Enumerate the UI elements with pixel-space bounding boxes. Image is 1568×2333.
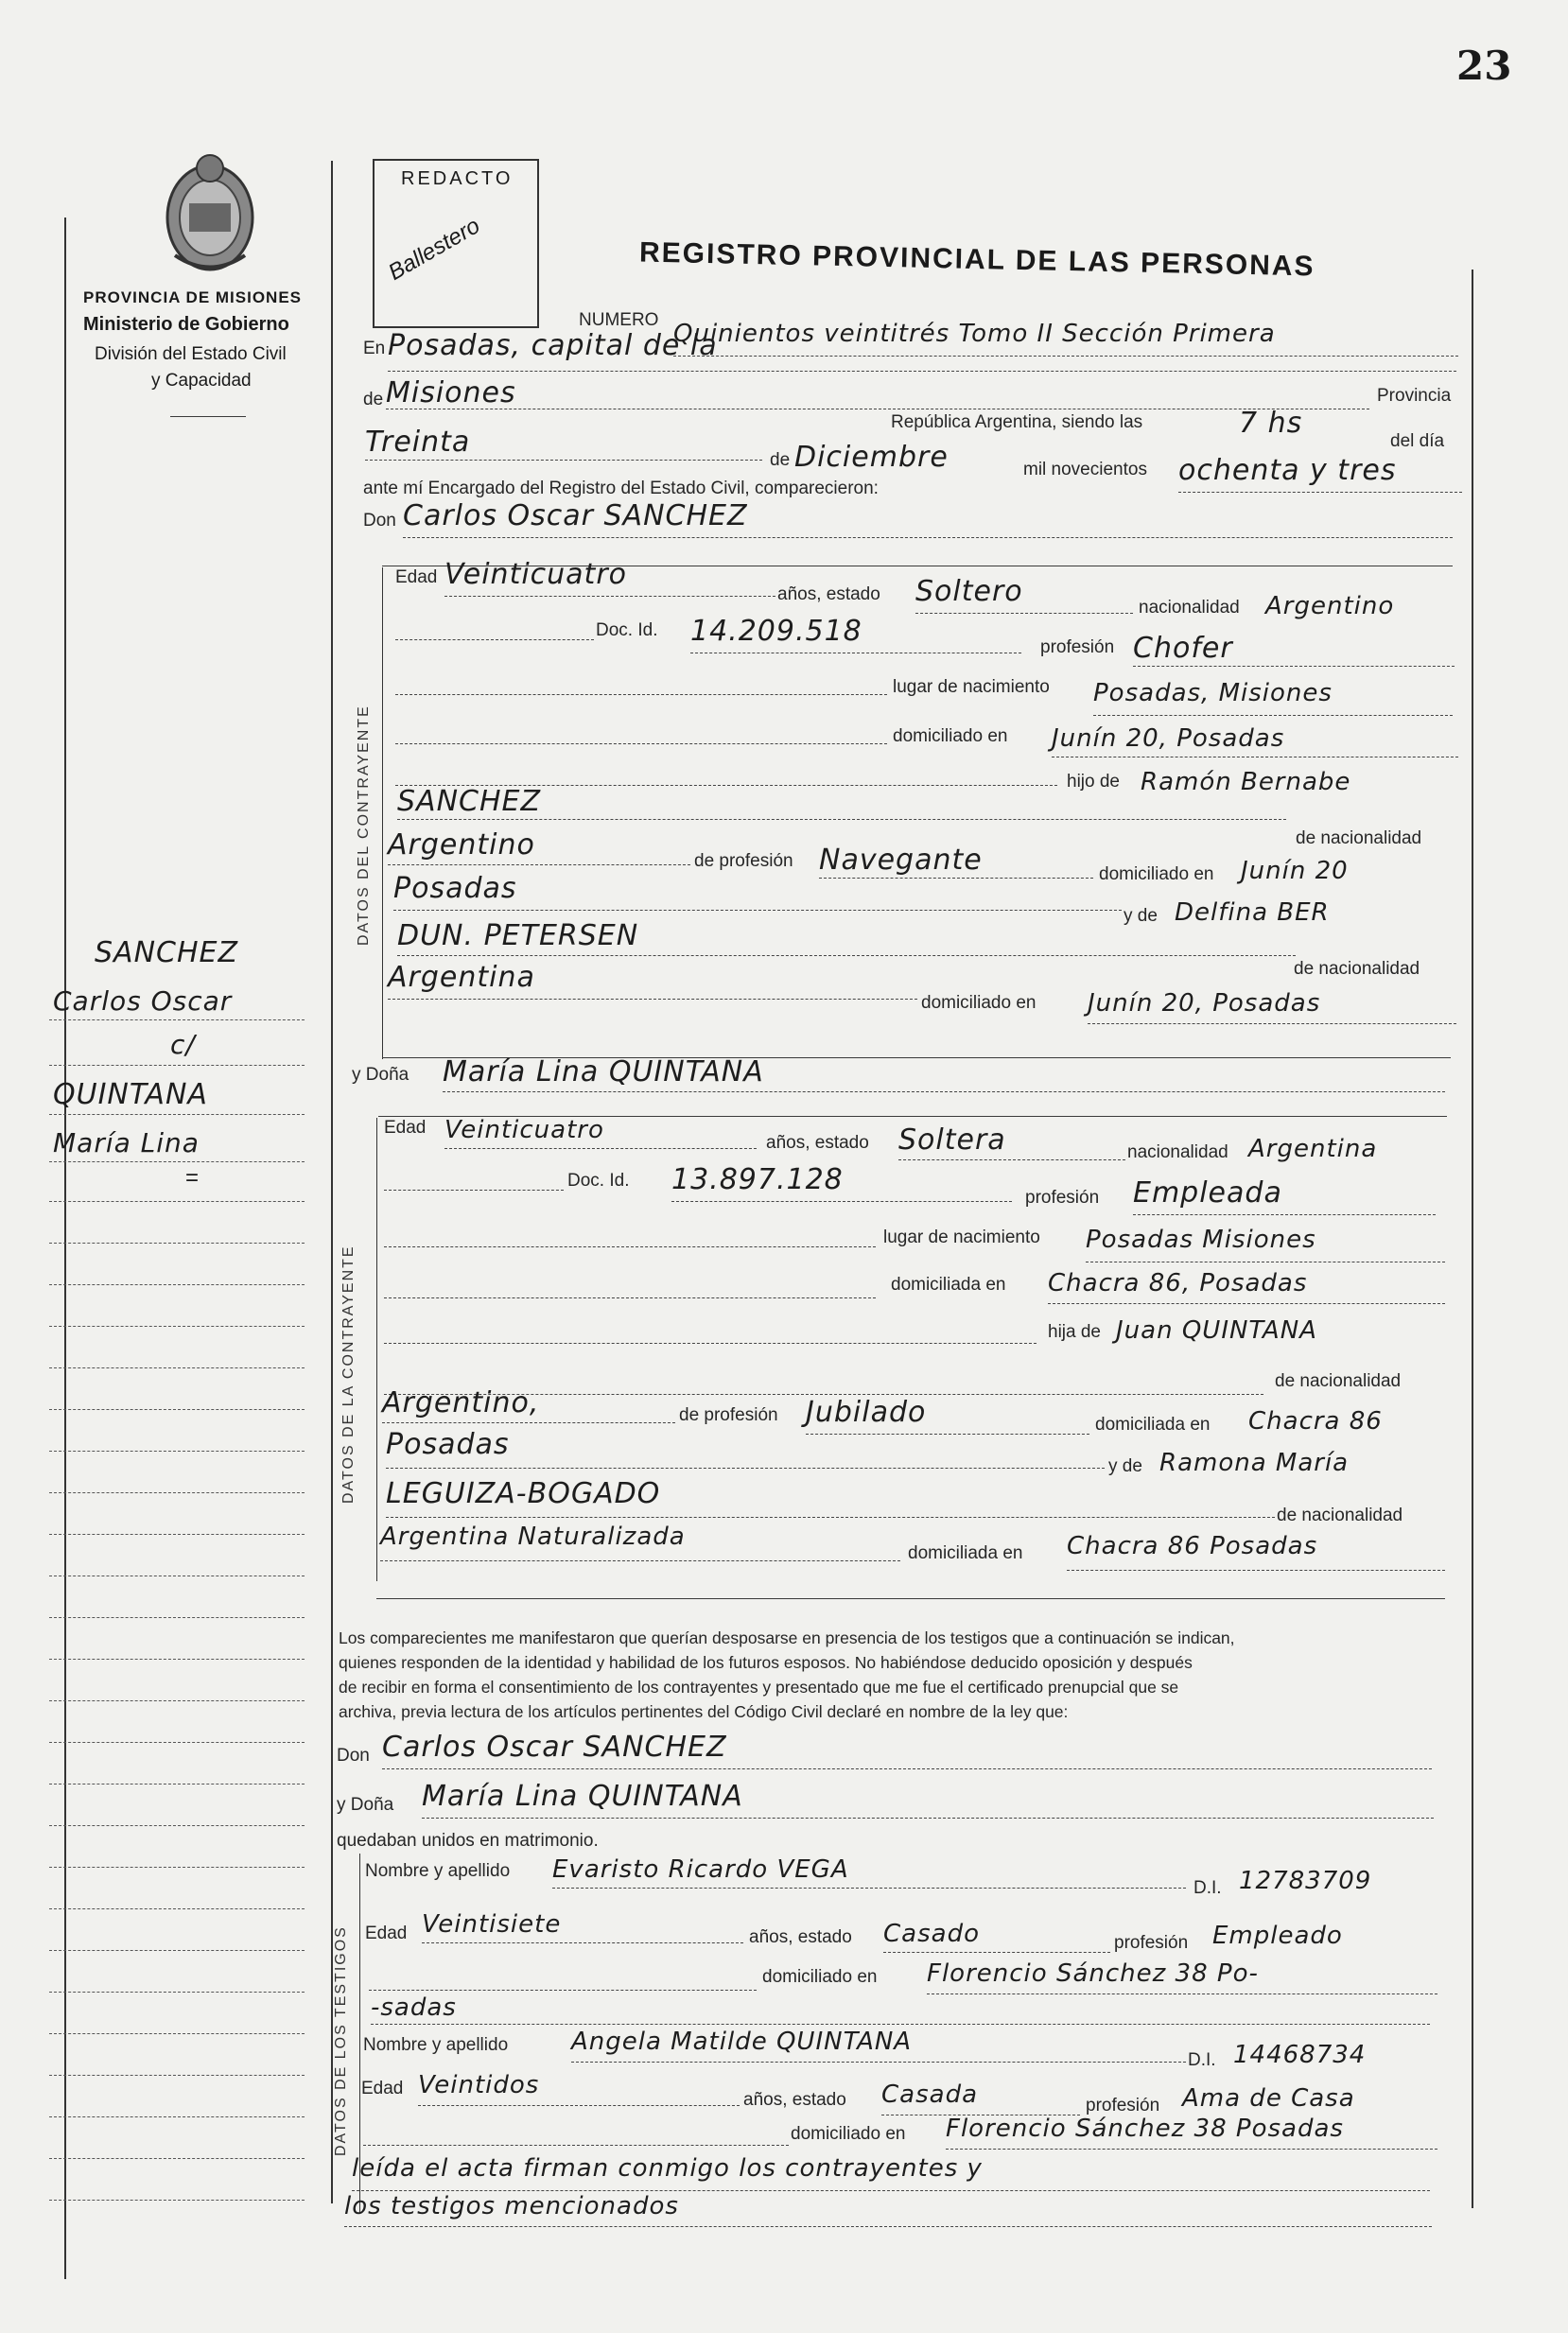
- bride-mother-value: Ramona María: [1159, 1449, 1350, 1477]
- w2-domicilio: Florencio Sánchez 38 Posadas: [946, 2115, 1344, 2143]
- w1-di: 12783709: [1239, 1867, 1372, 1895]
- w2-anos-estado: años, estado: [743, 2090, 846, 2110]
- groom-lugar-value: Posadas, Misiones: [1093, 679, 1333, 707]
- bride-side-label: DATOS DE LA CONTRAYENTE: [340, 1245, 357, 1504]
- bride-nacionalidad-label: nacionalidad: [1127, 1142, 1228, 1162]
- stamp-title: REDACTO: [401, 168, 514, 189]
- bride-edad-value: Veinticuatro: [444, 1116, 604, 1144]
- groom-domiciliado-en-2: domiciliado en: [921, 993, 1037, 1013]
- ante-text: ante mí Encargado del Registro del Estado Civil, comparecieron:: [363, 479, 879, 498]
- margin-note-line3: c/: [170, 1029, 196, 1060]
- bride-de-profesion: de profesión: [679, 1405, 778, 1425]
- place-value: Posadas, capital de la: [388, 329, 718, 362]
- groom-lugar-label: lugar de nacimiento: [893, 677, 1050, 697]
- page-number: 23: [1456, 43, 1512, 89]
- w2-estado: Casada: [881, 2081, 979, 2109]
- groom-father-address: Junín 20: [1241, 857, 1349, 885]
- declaration-line1: Los comparecientes me manifestaron que querían desposarse en presencia de los testigos que a continuación se indican,: [339, 1628, 1235, 1647]
- registry-title: REGISTRO PROVINCIAL DE LAS PERSONAS: [638, 236, 1315, 283]
- groom-father-nationality: Argentino: [388, 828, 535, 862]
- ministry-header: Ministerio de Gobierno: [83, 314, 289, 335]
- w1-domicilio: Florencio Sánchez 38 Po-: [927, 1959, 1259, 1988]
- w2-di: 14468734: [1233, 2041, 1367, 2069]
- coat-of-arms-icon: [156, 151, 265, 279]
- margin-note-line1: SANCHEZ: [95, 936, 239, 969]
- margin-note-line5: María Lina: [53, 1127, 200, 1158]
- bride-mother-nationality: Argentina Naturalizada: [380, 1523, 686, 1551]
- groom-domicilio-value: Junín 20, Posadas: [1052, 724, 1285, 753]
- w1-domicilio-label: domiciliado en: [762, 1967, 878, 1987]
- en-label: En: [363, 339, 386, 358]
- bride-lugar-value: Posadas Misiones: [1086, 1226, 1316, 1254]
- w1-edad: Veintisiete: [422, 1910, 562, 1939]
- day-value: Treinta: [365, 426, 471, 459]
- groom-edad-label: Edad: [395, 567, 438, 587]
- bride-father-city: Posadas: [386, 1428, 510, 1461]
- w1-nombre-label: Nombre y apellido: [365, 1861, 511, 1881]
- w2-name: Angela Matilde QUINTANA: [571, 2028, 913, 2056]
- w2-profesion: Ama de Casa: [1182, 2084, 1355, 2113]
- groom-y-de: y de: [1124, 906, 1158, 926]
- de-label: de: [363, 390, 384, 409]
- bride-father-address: Chacra 86: [1248, 1407, 1383, 1436]
- bride-father-profession: Jubilado: [806, 1396, 927, 1429]
- redacto-stamp: [373, 159, 539, 328]
- groom-side-label: DATOS DEL CONTRAYENTE: [356, 705, 372, 946]
- groom-profesion-label: profesión: [1040, 637, 1115, 657]
- declaration-line4: archiva, previa lectura de los artículos pertinentes del Código Civil declaré en nombre de la ley que:: [339, 1702, 1069, 1721]
- groom-hijo-label: hijo de: [1067, 772, 1120, 792]
- groom-de-nacionalidad-2: de nacionalidad: [1294, 959, 1420, 979]
- groom-edad-value: Veinticuatro: [444, 558, 628, 591]
- closing-line1: leída el acta firman conmigo los contrayentes y: [352, 2154, 983, 2183]
- bride-father-nationality: Argentino,: [382, 1386, 540, 1419]
- province-name: Misiones: [386, 376, 516, 409]
- bride-mother-address: Chacra 86 Posadas: [1067, 1532, 1318, 1560]
- bride-dona-label: y Doña: [352, 1065, 409, 1085]
- numero-value: Quinientos veintitrés Tomo II Sección Primera: [673, 320, 1276, 348]
- bride-nacionalidad-value: Argentina: [1248, 1135, 1378, 1163]
- del-dia-label: del día: [1390, 431, 1445, 451]
- groom-doc-label: Doc. Id.: [596, 620, 658, 640]
- groom-de-profesion: de profesión: [694, 851, 793, 871]
- declaration-groom-name: Carlos Oscar SANCHEZ: [382, 1731, 727, 1764]
- bride-de-nacionalidad-2: de nacionalidad: [1277, 1506, 1403, 1525]
- bride-name-intro: María Lina QUINTANA: [443, 1055, 764, 1088]
- bride-profesion-value: Empleada: [1133, 1176, 1282, 1210]
- republica-text: República Argentina, siendo las: [891, 412, 1143, 432]
- division-line2: y Capacidad: [151, 371, 252, 391]
- bride-lugar-label: lugar de nacimiento: [883, 1227, 1040, 1247]
- groom-profesion-value: Chofer: [1133, 632, 1233, 665]
- groom-father-surname: SANCHEZ: [397, 785, 542, 818]
- closing-line2: los testigos mencionados: [344, 2192, 679, 2220]
- w2-di-label: D.I.: [1188, 2050, 1216, 2070]
- w1-domicilio-2: -sadas: [371, 1993, 457, 2022]
- groom-anos-estado: años, estado: [777, 584, 880, 604]
- provincia-label: Provincia: [1377, 386, 1452, 406]
- bride-mother-surname: LEGUIZA-BOGADO: [386, 1477, 661, 1510]
- bride-domicilio-label: domiciliada en: [891, 1275, 1006, 1295]
- bride-anos-estado: años, estado: [766, 1133, 869, 1153]
- w2-profesion-label: profesión: [1086, 2096, 1160, 2115]
- groom-mother-value: Delfina BER: [1175, 898, 1330, 927]
- month-value: Diciembre: [794, 441, 949, 474]
- w2-nombre-label: Nombre y apellido: [363, 2035, 509, 2055]
- bride-de-nacionalidad: de nacionalidad: [1275, 1371, 1402, 1391]
- groom-estado-value: Soltero: [915, 575, 1023, 608]
- declaration-line2: quienes responden de la identidad y habilidad de los futuros esposos. No habiéndose deducido oposición y después: [339, 1653, 1193, 1672]
- w1-edad-label: Edad: [365, 1924, 408, 1943]
- bride-edad-label: Edad: [384, 1118, 427, 1138]
- groom-mother-surname: DUN. PETERSEN: [397, 919, 639, 952]
- division-line1: División del Estado Civil: [95, 344, 287, 364]
- bride-profesion-label: profesión: [1025, 1188, 1100, 1208]
- groom-nacionalidad-value: Argentino: [1265, 592, 1395, 620]
- w2-domicilio-label: domiciliado en: [791, 2124, 906, 2144]
- groom-father-city: Posadas: [393, 872, 517, 905]
- de-label-2: de: [770, 450, 791, 470]
- province-header: PROVINCIA DE MISIONES: [83, 288, 303, 306]
- w1-profesion: Empleado: [1212, 1922, 1343, 1950]
- witnesses-side-label: DATOS DE LOS TESTIGOS: [333, 1925, 349, 2156]
- bride-doc-label: Doc. Id.: [567, 1171, 630, 1191]
- numero-label: NUMERO: [579, 310, 659, 330]
- year-value: ochenta y tres: [1178, 454, 1397, 487]
- groom-domicilio-label: domiciliado en: [893, 726, 1008, 746]
- bride-domiciliada-en-2: domiciliada en: [908, 1543, 1023, 1563]
- bride-doc-value: 13.897.128: [671, 1163, 844, 1196]
- groom-father-profession: Navegante: [819, 844, 983, 877]
- bride-domiciliada-en: domiciliada en: [1095, 1415, 1211, 1435]
- margin-note-line6: =: [185, 1165, 200, 1191]
- groom-father-value: Ramón Bernabe: [1141, 768, 1351, 796]
- w1-anos-estado: años, estado: [749, 1927, 852, 1947]
- groom-mother-address: Junín 20, Posadas: [1088, 989, 1321, 1018]
- bride-hija-label: hija de: [1048, 1322, 1101, 1342]
- stamp-signature: Ballestero: [384, 213, 485, 286]
- declaration-dona-label: y Doña: [337, 1795, 394, 1815]
- declaration-bride-name: María Lina QUINTANA: [422, 1780, 743, 1813]
- groom-name-intro: Carlos Oscar SANCHEZ: [403, 499, 748, 532]
- groom-de-nacionalidad: de nacionalidad: [1296, 828, 1422, 848]
- bride-y-de: y de: [1108, 1456, 1142, 1476]
- time-value: 7 hs: [1239, 407, 1303, 440]
- margin-note-line4: QUINTANA: [53, 1078, 208, 1111]
- bride-domicilio-value: Chacra 86, Posadas: [1048, 1269, 1308, 1297]
- w1-di-label: D.I.: [1193, 1878, 1222, 1898]
- bride-father-value: Juan QUINTANA: [1116, 1316, 1317, 1345]
- mil-text: mil novecientos: [1023, 460, 1147, 479]
- w2-edad-label: Edad: [361, 2079, 404, 2098]
- w1-name: Evaristo Ricardo VEGA: [552, 1855, 849, 1884]
- declaration-don-label: Don: [337, 1746, 370, 1766]
- margin-note-line2: Carlos Oscar: [53, 985, 233, 1017]
- groom-doc-value: 14.209.518: [690, 615, 862, 648]
- declaration-line3: de recibir en forma el consentimiento de los contrayentes y presentado que me fue el certificado prenupcial que se: [339, 1678, 1179, 1697]
- groom-domiciliado-en: domiciliado en: [1099, 864, 1214, 884]
- don-label: Don: [363, 511, 396, 531]
- w2-edad: Veintidos: [418, 2071, 540, 2099]
- w1-estado: Casado: [883, 1920, 980, 1948]
- bride-estado-value: Soltera: [898, 1123, 1006, 1157]
- declaration-closing: quedaban unidos en matrimonio.: [337, 1831, 599, 1851]
- w1-profesion-label: profesión: [1114, 1933, 1189, 1953]
- groom-nacionalidad-label: nacionalidad: [1139, 598, 1240, 618]
- groom-mother-nationality: Argentina: [388, 961, 535, 994]
